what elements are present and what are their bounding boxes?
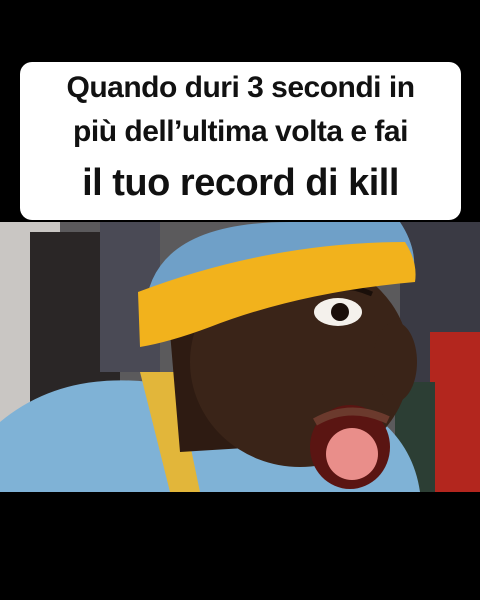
caption-box (20, 62, 461, 220)
caption-line-2: più dell’ultima volta e fai (73, 115, 408, 148)
caption-line-1: Quando duri 3 secondi in (66, 71, 415, 104)
tongue (326, 428, 378, 480)
reaction-photo-illustration (0, 222, 480, 492)
background-red-jacket (430, 332, 480, 492)
caption-line-3: il tuo record di kill (82, 162, 399, 204)
pupil (331, 303, 349, 321)
nose-profile (373, 322, 417, 402)
reaction-photo (0, 222, 480, 492)
